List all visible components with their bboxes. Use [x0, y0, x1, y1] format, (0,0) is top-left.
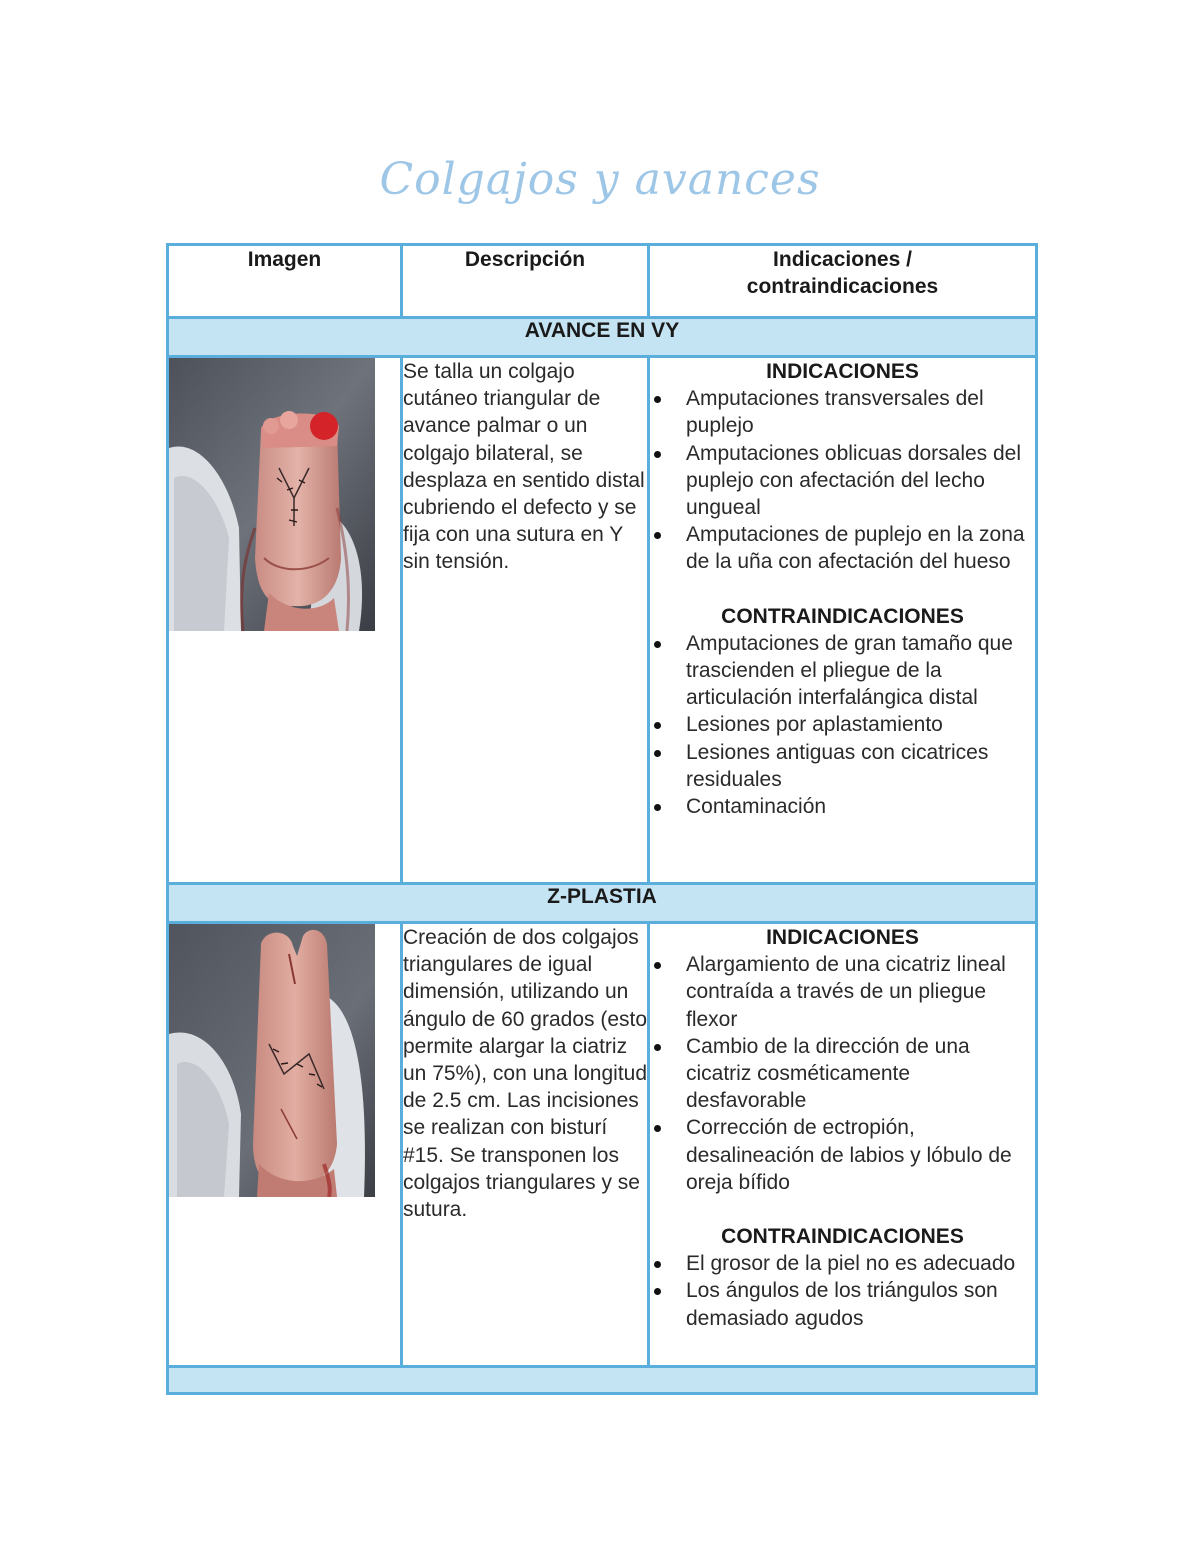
- list-item: Alargamiento de una cicatriz lineal contraída a través de un pliegue flexor: [650, 951, 1035, 1033]
- description-text: Se talla un colgajo cutáneo triangular de avance palmar o un colgajo bilateral, se desplaza en sentido distal cubriendo el defecto y se fija con una sutura en Y sin tensión.: [403, 360, 645, 574]
- contraindications-heading: CONTRAINDICACIONES: [721, 604, 964, 628]
- footer-row: [168, 1367, 1037, 1394]
- header-descripcion: Descripción: [402, 245, 649, 318]
- indications-heading: INDICACIONES: [766, 360, 919, 383]
- list-item: Corrección de ectropión, desalineación de labios y lóbulo de oreja bífido: [650, 1114, 1035, 1196]
- list-item: Amputaciones transversales del puplejo: [650, 385, 1035, 439]
- indications-heading: INDICACIONES: [766, 926, 919, 949]
- list-item: Amputaciones oblicuas dorsales del puplejo con afectación del lecho ungueal: [650, 440, 1035, 522]
- list-item: Lesiones por aplastamiento: [650, 711, 1035, 738]
- list-item: Los ángulos de los triángulos son demasiado agudos: [650, 1277, 1035, 1331]
- section-row: [168, 884, 1037, 923]
- indications-list: [650, 951, 1035, 1196]
- contraindications-list: [650, 630, 1035, 820]
- page-title: Colgajos y avances: [379, 154, 821, 205]
- description-text: Creación de dos colgajos triangulares de igual dimensión, utilizando un ángulo de 60 grados (esto permite alargar la ciatriz un 75%), con una longitud de 2.5 cm. Las incisiones se realizan con bisturí #15. Se transponen los colgajos triangulares y se sutura.: [403, 926, 648, 1222]
- header-indicaciones: [649, 245, 1037, 318]
- list-item: Lesiones antiguas con cicatrices residuales: [650, 739, 1035, 793]
- section-row: [168, 318, 1037, 357]
- header-indicaciones-line2: contraindicaciones: [746, 275, 939, 298]
- header-indicaciones-line1: Indicaciones /: [773, 248, 912, 271]
- finger-z-plasty-photo: [169, 924, 375, 1197]
- table-footer-band: [168, 1367, 1037, 1394]
- contraindications-list: [650, 1250, 1035, 1332]
- indications-cell: [649, 357, 1037, 884]
- description-cell: [402, 923, 649, 1367]
- contraindications-heading: CONTRAINDICACIONES: [721, 1225, 964, 1249]
- indications-cell: [649, 923, 1037, 1367]
- header-imagen: Imagen: [168, 245, 402, 318]
- table-row: [168, 923, 1037, 1367]
- image-cell: [168, 923, 402, 1367]
- list-item: Contaminación: [650, 793, 1035, 820]
- flaps-table: [166, 243, 1038, 1395]
- image-cell: [168, 357, 402, 884]
- description-cell: [402, 357, 649, 884]
- table-header-row: [168, 245, 1037, 318]
- indications-list: [650, 385, 1035, 575]
- list-item: Amputaciones de puplejo en la zona de la uña con afectación del hueso: [650, 521, 1035, 575]
- section-title-zplastia: Z-PLASTIA: [168, 884, 1037, 923]
- finger-vy-flap-photo: [169, 358, 375, 631]
- list-item: El grosor de la piel no es adecuado: [650, 1250, 1035, 1277]
- section-title-vy: AVANCE EN VY: [168, 318, 1037, 357]
- list-item: Cambio de la dirección de una cicatriz cosméticamente desfavorable: [650, 1033, 1035, 1115]
- list-item: Amputaciones de gran tamaño que trascienden el pliegue de la articulación interfalángica distal: [650, 630, 1035, 712]
- table-row: [168, 357, 1037, 884]
